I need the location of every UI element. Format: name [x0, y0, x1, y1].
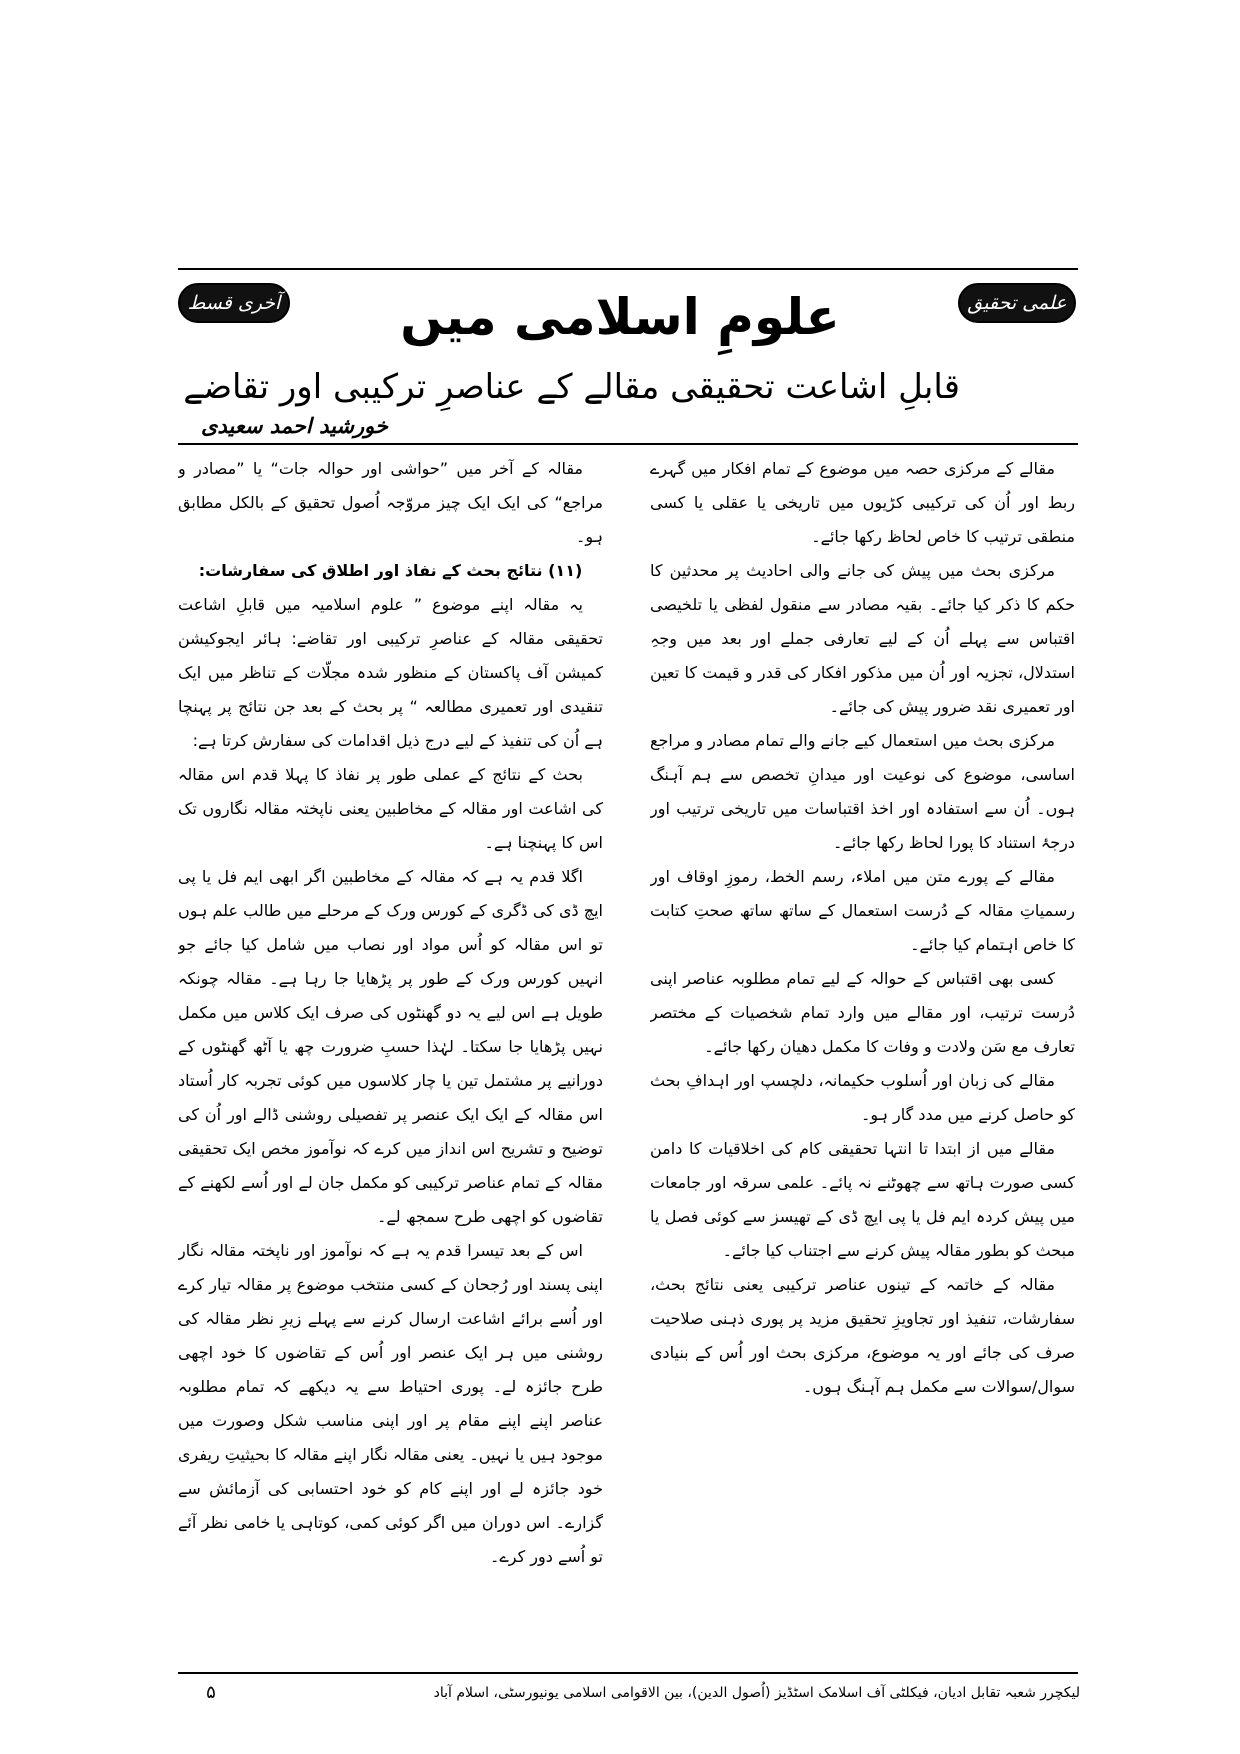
paragraph: اگلا قدم یہ ہے کہ مقالہ کے مخاطبین اگر ابھی ایم فل یا پی ایچ ڈی کی ڈگری کے کورس ورک کے مرحلے میں طالب علم ہوں تو اس مقالہ کو اُس مواد اور نصاب میں شامل کیا جائے جو انہیں کورس ورک کے طور پر پڑھایا جا رہا ہے۔ مقالہ چونکہ طویل ہے اس لیے یہ دو گھنٹوں کی صرف ایک کلاس میں مکمل نہیں پڑھایا جا سکتا۔ لہٰذا حسبِ ضرورت چھ یا آٹھ گھنٹوں کے دورانیے پر مشتمل تین یا چار کلاسوں میں کوئی تجربہ کار اُستاد اس مقالہ کے ایک ایک عنصر پر تفصیلی روشنی ڈالے اور اُن کی توضیح و تشریح اس انداز میں کرے کہ نوآموز مخص ایک تحقیقی مقالہ کے تمام عناصر ترکیبی کو مکمل جان لے اور اُسے لکھنے کے تقاضوں کو اچھی طرح سمجھ لے۔ — [178, 867, 603, 1226]
installment-badge: آخری قسط — [178, 283, 290, 323]
paragraph: مقالے کے مرکزی حصہ میں موضوع کے تمام افکار میں گہرے ربط اور اُن کی ترکیبی کڑیوں میں تاریخی یا عقلی یا کسی منطقی ترتیب کا خاص لحاظ رکھا جائے۔ — [650, 459, 1075, 546]
paragraph: مقالے کے پورے متن میں املاء، رسم الخط، رموزِ اوقاف اور رسمیاتِ مقالہ کے دُرست استعمال کے ساتھ ساتھ صحتِ کتابت کا خاص اہتمام کیا جائے۔ — [650, 867, 1075, 954]
right-column — [650, 452, 1075, 1624]
paragraph: مقالے کی زبان اور اُسلوب حکیمانہ، دلچسپ اور اہدافِ بحث کو حاصل کرنے میں مدد گار ہو۔ — [650, 1071, 1075, 1124]
paragraph: مقالہ کے خاتمہ کے تینوں عناصر ترکیبی یعنی نتائج بحث، سفارشات، تنفیذ اور تجاویزِ تحقیق مزید پر پوری ذہنی صلاحیت صرف کی جائے اور یہ موضوع، مرکزی بحث اور اُس کے بنیادی سوال/سوالات سے مکمل ہم آہنگ ہوں۔ — [650, 1275, 1075, 1396]
article-subtitle: قابلِ اشاعت تحقیقی مقالے کے عناصرِ ترکیبی اور تقاضے — [183, 367, 960, 407]
paragraph: مقالہ کے آخر میں ”حواشی اور حوالہ جات“ یا ”مصادر و مراجع“ کی ایک ایک چیز مروّجہ اُصول تحقیق کے بالکل مطابق ہو۔ — [178, 459, 603, 546]
top-rule — [178, 268, 1078, 270]
paragraph: کسی بھی اقتباس کے حوالہ کے لیے تمام مطلوبہ عناصر اپنی دُرست ترتیب، اور مقالے میں وارد تمام شخصیات کے مختصر تعارف مع سَن ولادت و وفات کا مکمل دھیان رکھا جائے۔ — [650, 969, 1075, 1056]
paragraph: یہ مقالہ اپنے موضوع ” علوم اسلامیہ میں قابلِ اشاعت تحقیقی مقالہ کے عناصرِ ترکیبی اور تقاضے: ہائر ایجوکیشن کمیشن آف پاکستان کے منظور شدہ مجلّات کے تناظر میں ایک تنقیدی اور تعمیری مطالعہ “ پر بحث کے بعد جن نتائج پر پہنچا ہے اُن کی تنفیذ کے لیے درج ذیل اقدامات کی سفارش کرتا ہے: — [178, 595, 603, 750]
paragraph: مرکزی بحث میں پیش کی جانے والی احادیث پر محدثین کا حکم کا ذکر کیا جائے۔ بقیہ مصادر سے منقول لفظی یا تلخیصی اقتباس سے پہلے اُن کے لیے تعارفی جملے اور بعد میں وجہِ استدلال، تجزیہ اور اُن میں مذکور افکار کی قدر و قیمت کا تعین اور تعمیری نقد ضرور پیش کی جائے۔ — [650, 561, 1075, 716]
paragraph: بحث کے نتائج کے عملی طور پر نفاذ کا پہلا قدم اس مقالہ کی اشاعت اور مقالہ کے مخاطبین یعنی ناپختہ مقالہ نگاروں تک اس کا پہنچنا ہے۔ — [178, 765, 603, 852]
author-affiliation-footnote: لیکچرر شعبہ تقابل ادیان، فیکلٹی آف اسلامک اسٹڈیز (اُصول الدین)، بین الاقوامی اسلامی یونیورسٹی، اسلام آباد — [433, 1685, 1080, 1701]
page-number: ۵ — [206, 1682, 216, 1703]
paragraph: اس کے بعد تیسرا قدم یہ ہے کہ نوآموز اور ناپختہ مقالہ نگار اپنی پسند اور رُجحان کے کسی منتخب موضوع پر مقالہ تیار کرے اور اُسے برائے اشاعت ارسال کرنے سے پہلے زیرِ نظر مقالہ کی روشنی میں ہر ایک عنصر اور اُس کے تقاضوں کا خود اچھی طرح جائزہ لے۔ پوری احتیاط سے یہ دیکھے کہ تمام مطلوبہ عناصر اپنے اپنے مقام پر اور اپنی مناسب شکل وصورت میں موجود ہیں یا نہیں۔ یعنی مقالہ نگار اپنے مقالہ کا بحیثیتِ ریفری خود جائزہ لے اور اپنے کام کو خود احتسابی کی آزمائش سے گزارے۔ اس دوران میں اگر کوئی کمی، کوتاہی یا خامی نظر آئے تو اُسے دور کرے۔ — [178, 1241, 603, 1566]
paragraph: مقالے میں از ابتدا تا انتہا تحقیقی کام کی اخلاقیات کا دامن کسی صورت ہاتھ سے چھوٹنے نہ پائے۔ علمی سرقہ اور جامعات میں پیش کردہ ایم فل یا پی ایچ ڈی کے تھیسز سے کوئی فصل یا مبحث کو بطور مقالہ پیش کرنے سے اجتناب کیا جائے۔ — [650, 1139, 1075, 1260]
header-rule — [178, 443, 1078, 445]
category-badge: علمی تحقیق — [958, 283, 1076, 323]
paragraph: مرکزی بحث میں استعمال کیے جانے والے تمام مصادر و مراجع اساسی، موضوع کی نوعیت اور میدانِ تخصص سے ہم آہنگ ہوں۔ اُن سے استفادہ اور اخذ اقتباسات میں تاریخی ترتیب اور درجۂ استناد کا پورا لحاظ رکھا جائے۔ — [650, 731, 1075, 852]
article-title: علومِ اسلامی میں — [400, 288, 840, 346]
footer-rule — [178, 1672, 1078, 1674]
left-column — [178, 452, 603, 1624]
author-name: خورشید احمد سعیدی — [200, 414, 388, 438]
section-heading: (۱۱) نتائج بحث کے نفاذ اور اطلاق کی سفارشات: — [198, 561, 583, 580]
